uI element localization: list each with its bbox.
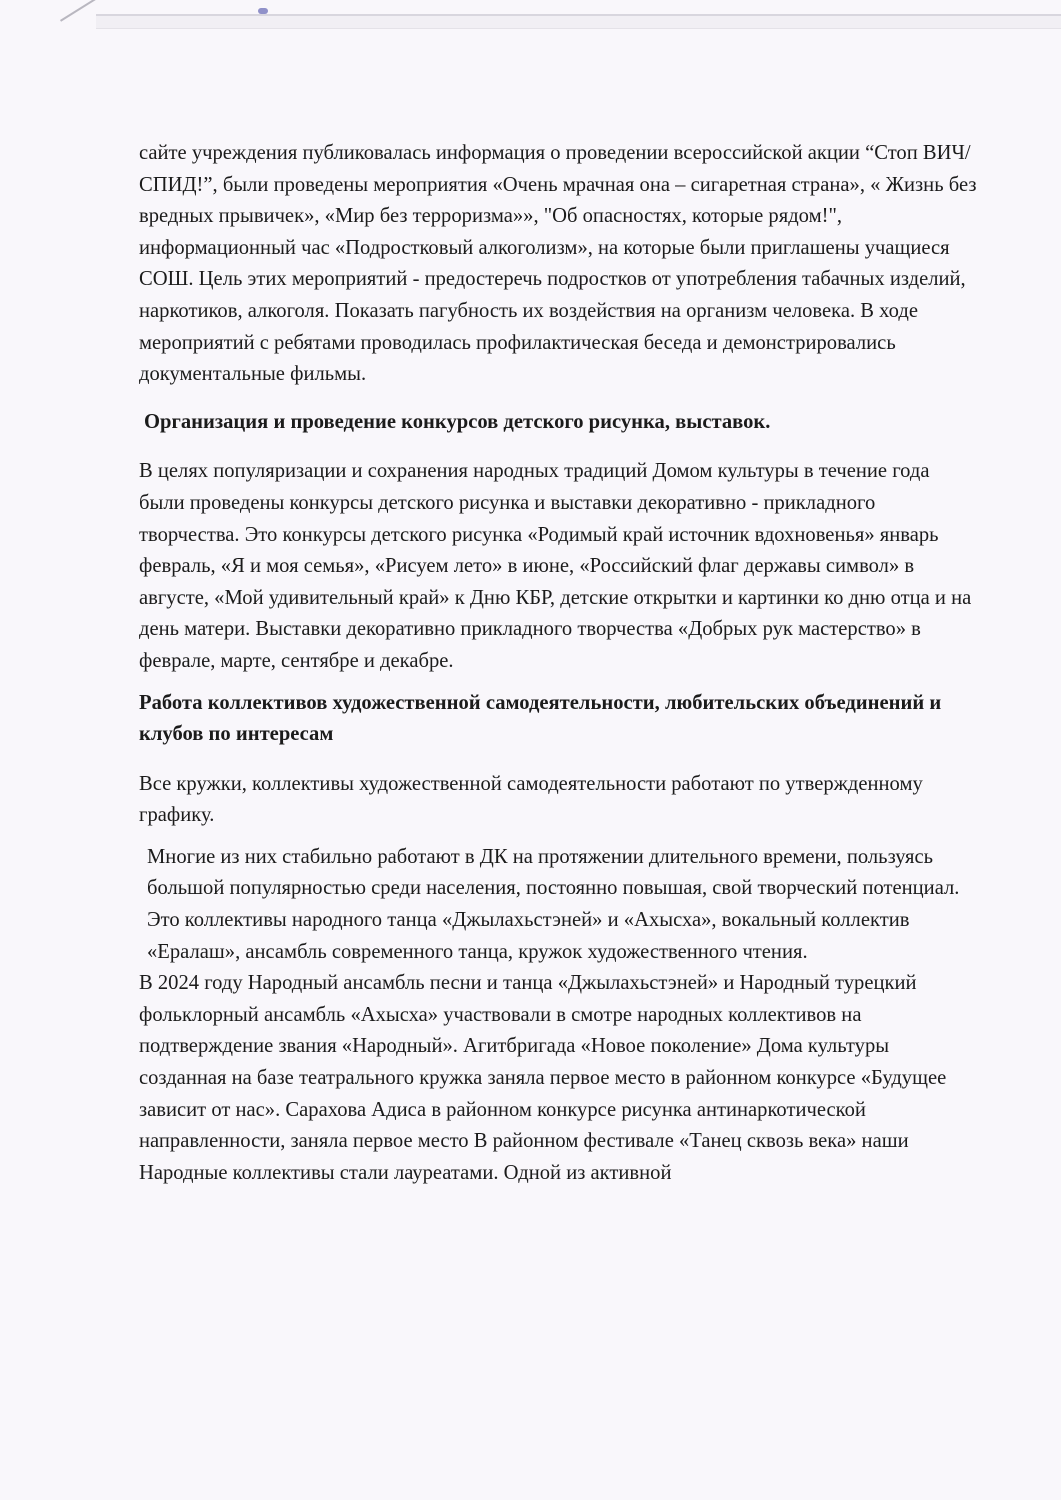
section-heading-drawing-contests: Организация и проведение конкурсов детского рисунка, выставок.: [144, 410, 771, 433]
paper-edge: [96, 14, 1061, 29]
document-body: [139, 138, 979, 1189]
ink-mark: [258, 8, 268, 14]
paragraph-schedule: Все кружки, коллективы художественной самодеятельности работают по утвержденному графику.: [139, 772, 923, 827]
paragraph-prevention-events: сайте учреждения публиковалась информация о проведении всероссийской акции “Стоп ВИЧ/СПИД!”, были проведены мероприятия «Очень мрачная она – сигаретная страна», « Жизнь без вредных прывичек», «Мир без терроризма»», "Об опасностях, которые рядом!", информационный час «Подростковый алкоголизм», на которые были приглашены учащиеся СОШ. Цель этих мероприятий - предостеречь подростков от употребления табачных изделий, наркотиков, алкоголя. Показать пагубность их воздействия на организм человека. В ходе мероприятий с ребятами проводилась профилактическая беседа и демонстрировались документальные фильмы.: [139, 142, 977, 386]
section-heading-amateur-collectives: Работа коллективов художественной самодеятельности, любительских объединений и клубов по интересам: [139, 691, 942, 746]
paragraph-drawing-contests: В целях популяризации и сохранения народных традиций Домом культуры в течение года были проведены конкурсы детского рисунка и выставки декоративно - прикладного творчества. Это конкурсы детского рисунка «Родимый край источник вдохновенья» январь февраль, «Я и моя семья», «Рисуем лето» в июне, «Российский флаг державы символ» в августе, «Мой удивительный край» к Дню КБР, детские открытки и картинки ко дню отца и на день матери. Выставки декоративно прикладного творчества «Добрых рук мастерство» в феврале, марте, сентябре и декабре.: [139, 460, 972, 672]
paragraph-collectives: Многие из них стабильно работают в ДК на протяжении длительного времени, пользуясь большой популярностью среди населения, постоянно повышая, свой творческий потенциал. Это коллективы народного танца «Джылахьстэней» и «Ахысха», вокальный коллектив «Ералаш», ансамбль современного танца, кружок художественного чтения.: [147, 845, 960, 963]
paragraph-achievements: В 2024 году Народный ансамбль песни и танца «Джылахьстэней» и Народный турецкий фольклорный ансамбль «Ахысха» участвовали в смотре народных коллективов на подтверждение звания «Народный». Агитбригада «Новое поколение» Дома культуры созданная на базе театрального кружка заняла первое место в районном конкурсе «Будущее зависит от нас». Сарахова Адиса в районном конкурсе рисунка антинаркотической направленности, заняла первое место В районном фестивале «Танец сквозь века» наши Народные коллективы стали лауреатами. Одной из активной: [139, 972, 947, 1184]
